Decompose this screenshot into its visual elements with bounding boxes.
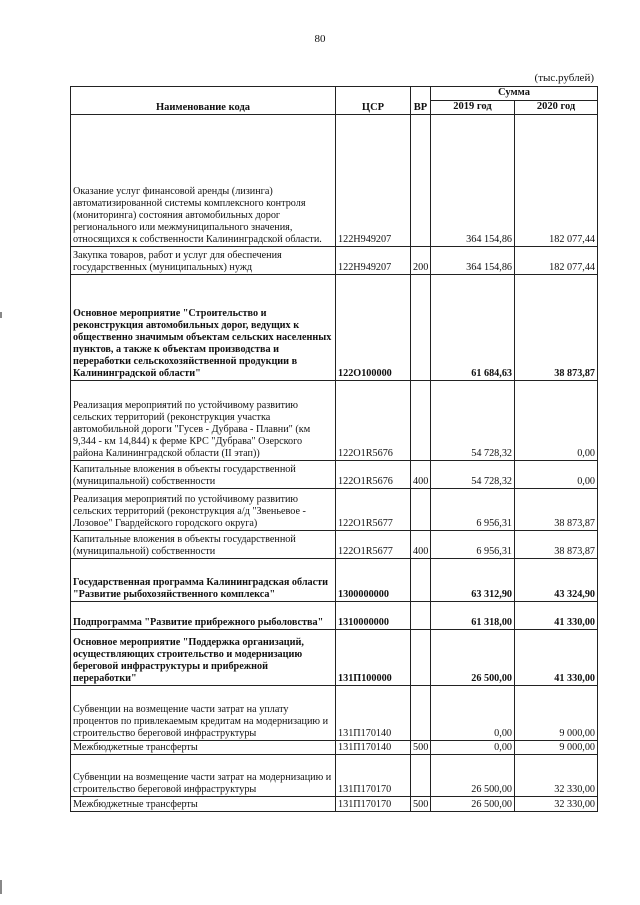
row-amount-2020-cell: 9 000,00 (515, 741, 598, 755)
row-name-cell: Подпрограмма "Развитие прибрежного рыболовства" (71, 602, 336, 630)
left-margin-mark (0, 880, 2, 894)
row-csr-cell: 131П170170 (336, 797, 411, 812)
row-amount-2020-cell: 182 077,44 (515, 115, 598, 247)
row-vr-cell (411, 602, 431, 630)
row-vr-cell (411, 755, 431, 797)
row-amount-2019-cell: 0,00 (431, 741, 515, 755)
row-name-cell: Реализация мероприятий по устойчивому развитию сельских территорий (реконструкция участка автомобильной дороги "Гусев - Дубрава - Плавни" (км 9,344 - км 14,844) к ферме КРС "Дубрава" Озерского района Калининградской области (II этап)) (71, 381, 336, 461)
header-sum: Сумма (431, 87, 598, 101)
row-amount-2020-cell: 32 330,00 (515, 797, 598, 812)
row-amount-2019-cell: 54 728,32 (431, 461, 515, 489)
row-amount-2020-cell: 43 324,90 (515, 559, 598, 602)
row-csr-cell: 131П100000 (336, 630, 411, 686)
row-vr-cell (411, 686, 431, 741)
row-amount-2019-cell: 61 318,00 (431, 602, 515, 630)
row-amount-2019-cell: 6 956,31 (431, 489, 515, 531)
row-amount-2020-cell: 41 330,00 (515, 602, 598, 630)
row-amount-2020-cell: 0,00 (515, 381, 598, 461)
row-csr-cell: 131П170170 (336, 755, 411, 797)
row-name-cell: Оказание услуг финансовой аренды (лизинга) автоматизированной системы комплексного контроля (мониторинга) состояния автомобильных дорог регионального или межмуниципального значения, относящихся к собственности Калининградской области. (71, 115, 336, 247)
table-row (71, 461, 598, 489)
row-csr-cell: 122О1R5676 (336, 461, 411, 489)
row-vr-cell (411, 630, 431, 686)
row-amount-2019-cell: 63 312,90 (431, 559, 515, 602)
row-vr-cell (411, 489, 431, 531)
row-amount-2019-cell: 364 154,86 (431, 247, 515, 275)
row-vr-cell (411, 559, 431, 602)
row-amount-2019-cell: 26 500,00 (431, 630, 515, 686)
row-name-cell: Основное мероприятие "Поддержка организаций, осуществляющих строительство и модернизацию береговой инфраструктуры и прибрежной переработки" (71, 630, 336, 686)
row-csr-cell: 122О100000 (336, 275, 411, 381)
row-vr-cell: 500 (411, 797, 431, 812)
row-csr-cell: 1300000000 (336, 559, 411, 602)
table-row (71, 489, 598, 531)
row-name-cell: Реализация мероприятий по устойчивому развитию сельских территорий (реконструкция а/д "Звеньевое - Лозовое" Гвардейского городского округа) (71, 489, 336, 531)
row-vr-cell: 500 (411, 741, 431, 755)
row-vr-cell: 400 (411, 531, 431, 559)
table-row (71, 755, 598, 797)
units-label: (тыс.рублей) (534, 72, 594, 84)
row-amount-2020-cell: 182 077,44 (515, 247, 598, 275)
budget-table (70, 86, 598, 812)
row-vr-cell (411, 381, 431, 461)
header-row (71, 87, 598, 101)
table-row (71, 686, 598, 741)
table-row (71, 381, 598, 461)
row-csr-cell: 122О1R5677 (336, 531, 411, 559)
header-name: Наименование кода (71, 87, 336, 115)
row-csr-cell: 122Н949207 (336, 247, 411, 275)
row-vr-cell (411, 115, 431, 247)
row-amount-2019-cell: 26 500,00 (431, 755, 515, 797)
table-row (71, 602, 598, 630)
row-name-cell: Капитальные вложения в объекты государственной (муниципальной) собственности (71, 461, 336, 489)
table-row (71, 797, 598, 812)
page-number: 80 (314, 33, 326, 45)
row-amount-2019-cell: 26 500,00 (431, 797, 515, 812)
row-csr-cell: 1310000000 (336, 602, 411, 630)
table-row (71, 531, 598, 559)
row-amount-2019-cell: 61 684,63 (431, 275, 515, 381)
header-year-2019: 2019 год (431, 101, 515, 115)
row-amount-2020-cell: 41 330,00 (515, 630, 598, 686)
row-csr-cell: 131П170140 (336, 686, 411, 741)
row-name-cell: Субвенции на возмещение части затрат на уплату процентов по привлекаемым кредитам на модернизацию и строительство береговой инфраструктуры (71, 686, 336, 741)
row-csr-cell: 131П170140 (336, 741, 411, 755)
table-body (71, 115, 598, 812)
row-vr-cell: 200 (411, 247, 431, 275)
table-row (71, 115, 598, 247)
row-name-cell: Государственная программа Калининградская области "Развитие рыбохозяйственного комплекса" (71, 559, 336, 602)
row-name-cell: Основное мероприятие "Строительство и реконструкция автомобильных дорог, ведущих к общественно значимым объектам сельских населенных пунктов, а также к объектам производства и переработки сельскохозяйственной продукции в Калининградской области" (71, 275, 336, 381)
row-csr-cell: 122О1R5677 (336, 489, 411, 531)
row-name-cell: Субвенции на возмещение части затрат на модернизацию и строительство береговой инфраструктуры (71, 755, 336, 797)
row-amount-2019-cell: 6 956,31 (431, 531, 515, 559)
table-row (71, 275, 598, 381)
row-amount-2020-cell: 0,00 (515, 461, 598, 489)
row-name-cell: Межбюджетные трансферты (71, 797, 336, 812)
row-amount-2019-cell: 54 728,32 (431, 381, 515, 461)
row-amount-2020-cell: 38 873,87 (515, 275, 598, 381)
row-amount-2020-cell: 32 330,00 (515, 755, 598, 797)
row-vr-cell: 400 (411, 461, 431, 489)
row-amount-2020-cell: 9 000,00 (515, 686, 598, 741)
table-row (71, 630, 598, 686)
row-csr-cell: 122Н949207 (336, 115, 411, 247)
header-csr: ЦСР (336, 87, 411, 115)
row-name-cell: Закупка товаров, работ и услуг для обеспечения государственных (муниципальных) нужд (71, 247, 336, 275)
header-year-2020: 2020 год (515, 101, 598, 115)
row-vr-cell (411, 275, 431, 381)
table-row (71, 247, 598, 275)
row-amount-2020-cell: 38 873,87 (515, 531, 598, 559)
table-row (71, 741, 598, 755)
row-amount-2019-cell: 364 154,86 (431, 115, 515, 247)
row-amount-2020-cell: 38 873,87 (515, 489, 598, 531)
header-vr: ВР (411, 87, 431, 115)
left-margin-mark (0, 312, 2, 318)
row-csr-cell: 122О1R5676 (336, 381, 411, 461)
row-name-cell: Капитальные вложения в объекты государственной (муниципальной) собственности (71, 531, 336, 559)
table-row (71, 559, 598, 602)
row-amount-2019-cell: 0,00 (431, 686, 515, 741)
row-name-cell: Межбюджетные трансферты (71, 741, 336, 755)
